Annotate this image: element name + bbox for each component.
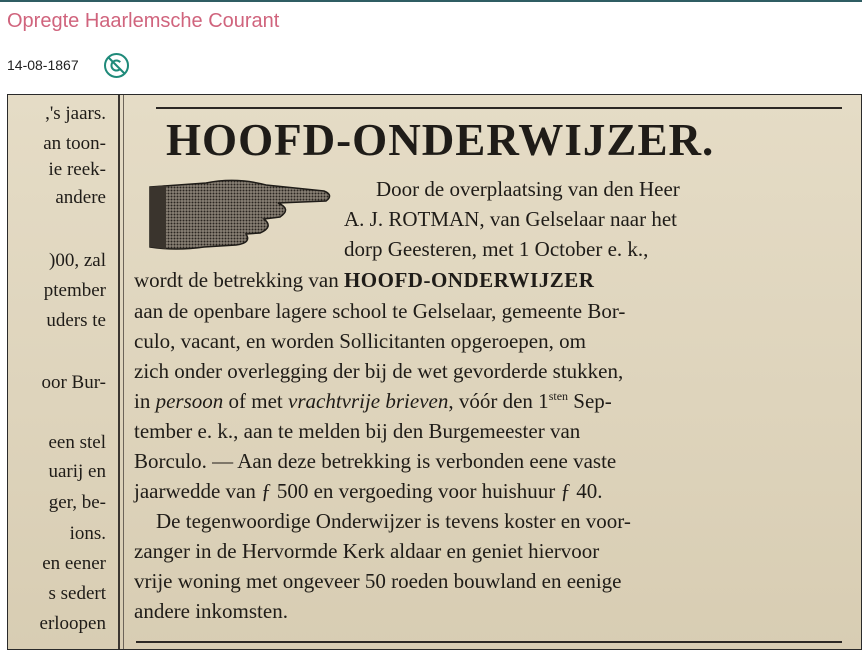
column-line: uders te xyxy=(46,310,106,331)
column-line: ger, be- xyxy=(48,492,106,513)
ad-headline: HOOFD-ONDERWIJZER. xyxy=(166,114,715,165)
column-line: andere xyxy=(55,187,106,208)
column-line: an toon- xyxy=(43,133,106,154)
column-line: ions. xyxy=(69,523,106,544)
column-rule xyxy=(118,95,120,650)
italic-text: persoon xyxy=(155,389,224,413)
rule-line xyxy=(136,641,842,643)
advertisement xyxy=(126,95,862,650)
column-line: uarij en xyxy=(48,461,106,482)
column-line: ptember xyxy=(43,280,106,301)
column-line: en eener xyxy=(42,553,106,574)
body-line: Borculo. — Aan deze betrekking is verbonden eene vaste xyxy=(134,449,617,473)
column-line: ie reek- xyxy=(48,159,106,180)
body-text: , van Gelselaar naar het xyxy=(479,207,677,231)
top-border xyxy=(0,0,862,2)
body-line: zanger in de Hervormde Kerk aldaar en geniet hiervoor xyxy=(134,539,600,563)
body-line xyxy=(344,207,677,232)
person-name: A. J. ROTMAN xyxy=(344,207,480,231)
body-line: culo, vacant, en worden Sollicitanten opgeroepen, om xyxy=(134,329,586,353)
body-line xyxy=(134,389,612,414)
body-line: Door de overplaatsing van den Heer xyxy=(376,177,680,201)
column-line: erloopen xyxy=(39,613,106,634)
no-copyright-icon[interactable] xyxy=(103,52,130,79)
body-line: De tegenwoordige Onderwijzer is tevens koster en voor- xyxy=(156,509,631,533)
newspaper-title[interactable]: Opregte Haarlemsche Courant xyxy=(7,10,280,32)
body-line: jaarwedde van ƒ 500 en vergoeding voor huishuur ƒ 40. xyxy=(134,479,603,503)
column-line: ,'s jaars. xyxy=(45,103,106,124)
column-rule xyxy=(123,95,124,650)
column-line: oor Bur- xyxy=(41,372,106,393)
body-line: zich onder overlegging der bij de wet gevorderde stukken, xyxy=(134,359,624,383)
superscript: sten xyxy=(548,389,569,403)
body-line: vrije woning met ongeveer 50 roeden bouwland en eenige xyxy=(134,569,622,593)
italic-text: vrachtvrije brieven xyxy=(288,389,449,413)
column-line: een stel xyxy=(48,432,106,453)
adjacent-column xyxy=(8,95,118,650)
body-text: wordt de betrekking van xyxy=(134,268,344,292)
body-line: dorp Geesteren, met 1 October e. k., xyxy=(344,237,649,261)
newspaper-clipping[interactable] xyxy=(7,94,862,650)
body-line xyxy=(134,268,594,293)
column-line: s sedert xyxy=(48,583,106,604)
body-line: tember e. k., aan te melden bij den Burgemeester van xyxy=(134,419,581,443)
pointing-hand-icon xyxy=(146,177,336,257)
body-text: in xyxy=(134,389,156,413)
body-line: aan de openbare lagere school te Gelselaar, gemeente Bor- xyxy=(134,299,626,323)
publication-date: 14-08-1867 xyxy=(7,57,79,73)
body-text: Sep- xyxy=(568,389,612,413)
body-text: , vóór den 1 xyxy=(448,389,549,413)
column-line: )00, zal xyxy=(49,250,106,271)
position-title: HOOFD-ONDERWIJZER xyxy=(343,268,595,292)
rule-line xyxy=(156,107,842,109)
body-line: andere inkomsten. xyxy=(134,599,288,623)
body-text: of met xyxy=(223,389,288,413)
